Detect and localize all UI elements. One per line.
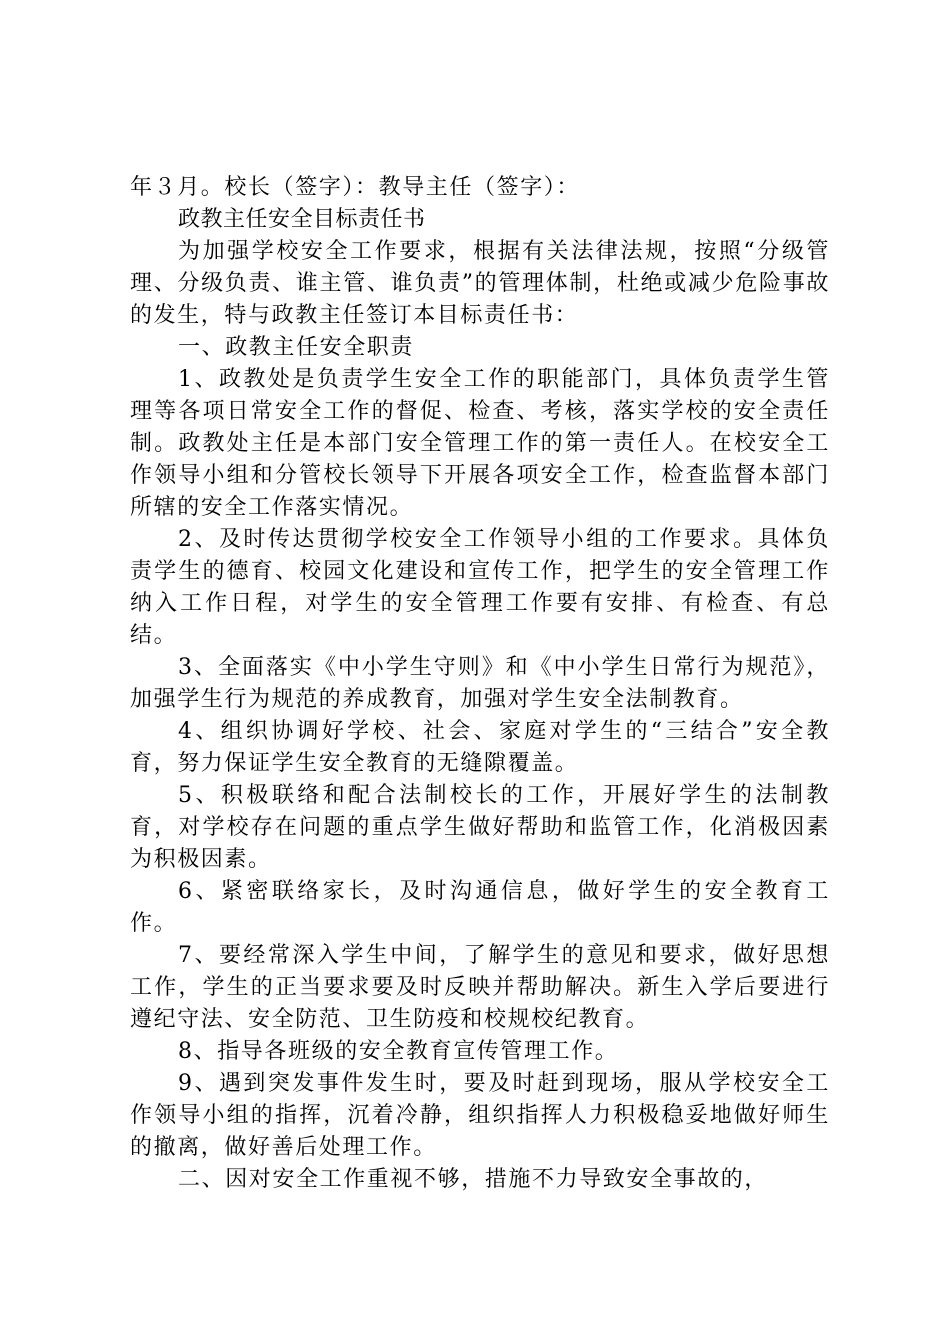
duty-item-5: 5、积极联络和配合法制校长的工作，开展好学生的法制教育，对学校存在问题的重点学生做好帮助和监管工作，化消极因素为积极因素。 bbox=[130, 783, 830, 872]
document-body bbox=[130, 172, 830, 1196]
duty-item-9: 9、遇到突发事件发生时，要及时赶到现场，服从学校安全工作领导小组的指挥，沉着冷静，组织指挥人力积极稳妥地做好师生的撤离，做好善后处理工作。 bbox=[130, 1071, 830, 1160]
duty-item-8: 8、指导各班级的安全教育宣传管理工作。 bbox=[178, 1039, 619, 1064]
duty-item-3: 3、全面落实《中小学生守则》和《中小学生日常行为规范》，加强学生行为规范的养成教育，加强对学生安全法制教育。 bbox=[130, 655, 830, 712]
duty-item-7: 7、要经常深入学生中间，了解学生的意见和要求，做好思想工作，学生的正当要求要及时反映并帮助解决。新生入学后要进行遵纪守法、安全防范、卫生防疫和校规校纪教育。 bbox=[130, 943, 830, 1032]
signature-line: 年３月。校长（签字）：教导主任（签字）： bbox=[130, 175, 581, 200]
duty-item-4: 4、组织协调好学校、社会、家庭对学生的“三结合”安全教育，努力保证学生安全教育的无缝隙覆盖。 bbox=[130, 719, 830, 776]
section-heading-accountability: 二、因对安全工作重视不够，措施不力导致安全事故的， bbox=[178, 1167, 769, 1192]
section-heading-duties: 一、政教主任安全职责 bbox=[178, 335, 415, 360]
duty-item-1: 1、政教处是负责学生安全工作的职能部门，具体负责学生管理等各项日常安全工作的督促、检查、考核，落实学校的安全责任制。政教处主任是本部门安全管理工作的第一责任人。在校安全工作领导小组和分管校长领导下开展各项安全工作，检查监督本部门所辖的安全工作落实情况。 bbox=[130, 367, 830, 520]
document-title: 政教主任安全目标责任书 bbox=[178, 207, 426, 232]
intro-paragraph: 为加强学校安全工作要求，根据有关法律法规，按照“分级管理、分级负责、谁主管、谁负责”的管理体制，杜绝或减少危险事故的发生，特与政教主任签订本目标责任书： bbox=[130, 239, 830, 328]
duty-item-6: 6、紧密联络家长，及时沟通信息，做好学生的安全教育工作。 bbox=[130, 879, 830, 936]
duty-item-2: 2、及时传达贯彻学校安全工作领导小组的工作要求。具体负责学生的德育、校园文化建设和宣传工作，把学生的安全管理工作纳入工作日程，对学生的安全管理工作要有安排、有检查、有总结。 bbox=[130, 527, 830, 648]
